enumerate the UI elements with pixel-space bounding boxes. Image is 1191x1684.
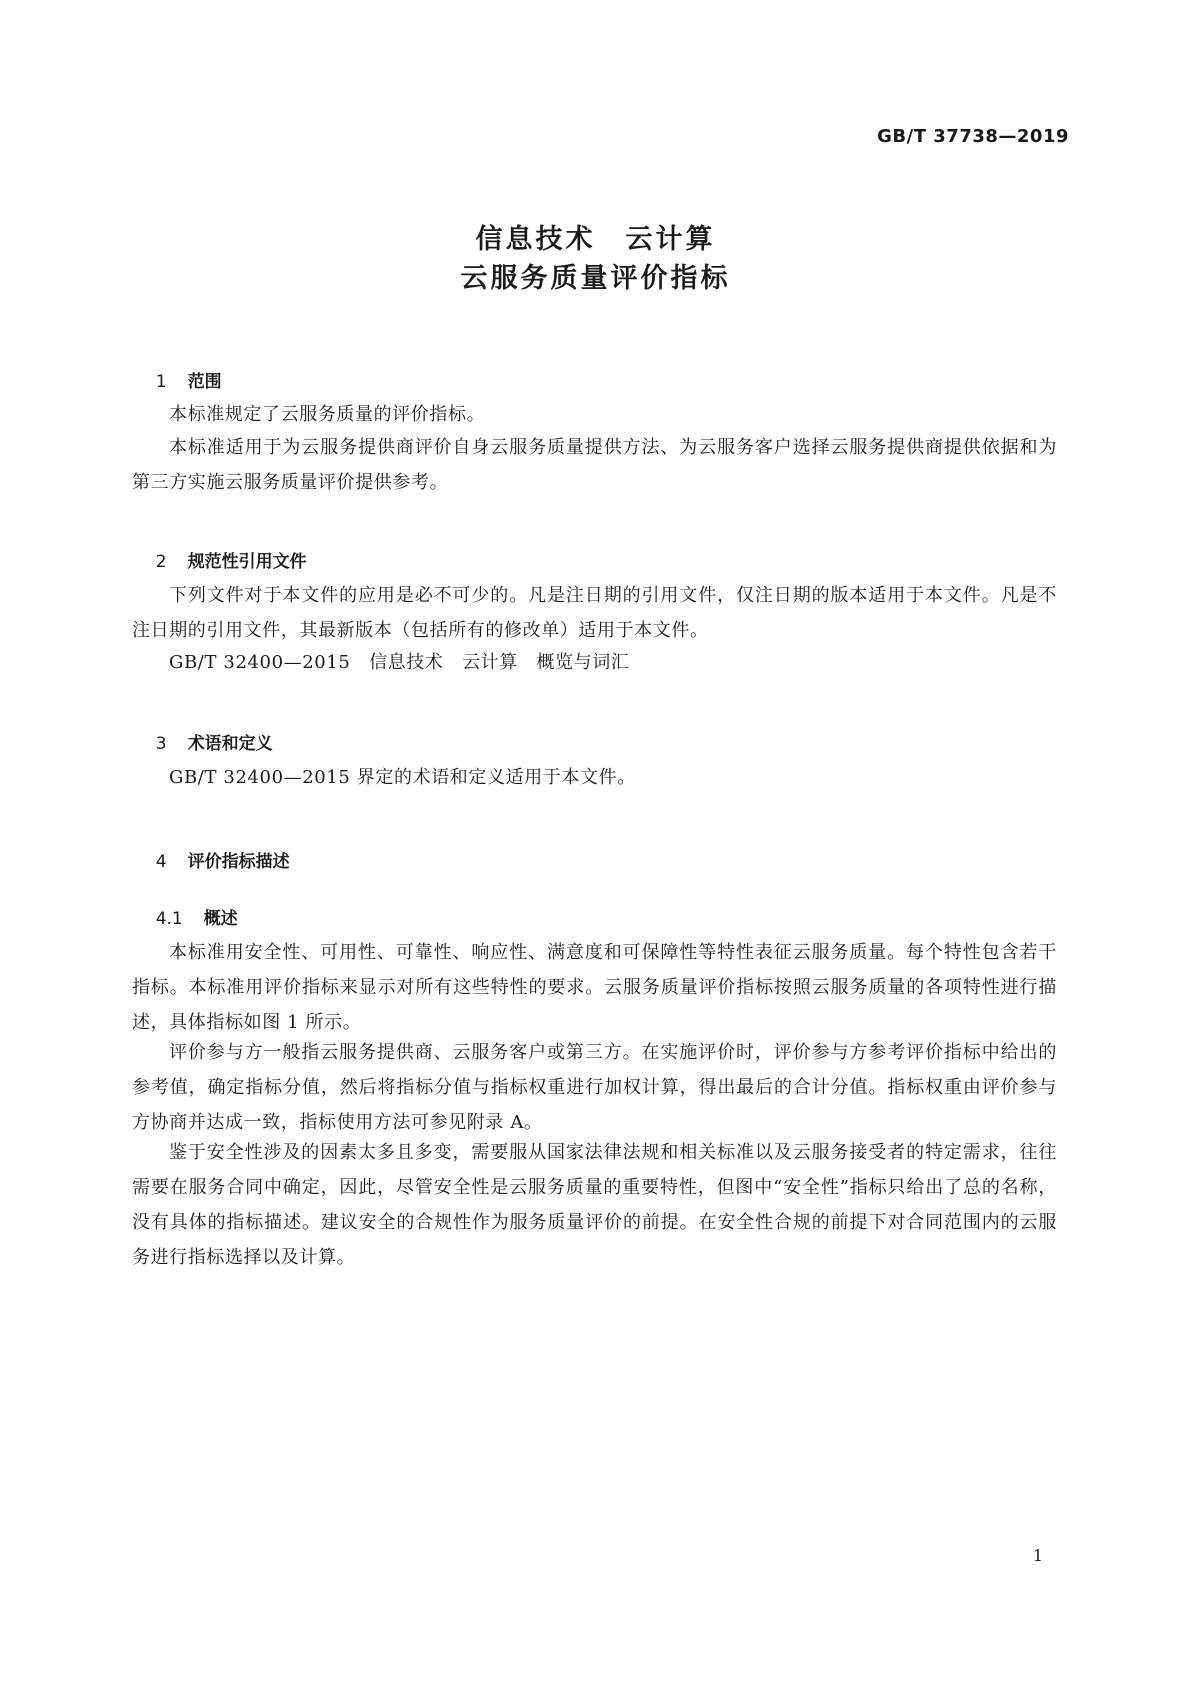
section-4-1-number: 4.1 [155, 909, 183, 929]
page-number: 1 [1032, 1546, 1043, 1565]
section-2-reference-1: GB/T 32400—2015 信息技术 云计算 概览与词汇 [169, 652, 630, 673]
section-1-paragraph-1: 本标准规定了云服务质量的评价指标。 [169, 404, 486, 425]
section-4-heading [132, 827, 290, 892]
section-4-1-title: 概述 [203, 909, 238, 929]
section-1-title: 范围 [187, 372, 222, 392]
document-title-line-1: 信息技术 云计算 [475, 224, 716, 255]
section-4-1-paragraph-1: 本标准用安全性、可用性、可靠性、响应性、满意度和可保障性等特性表征云服务质量。每个特性包含若干指标。本标准用评价指标来显示对所有这些特性的要求。云服务质量评价指标按照云服务质量的各项特性进行描述，具体指标如图 1 所示。 [132, 942, 1057, 1033]
section-3-title: 术语和定义 [187, 734, 273, 754]
section-1-paragraph-2: 本标准适用于为云服务提供商评价自身云服务质量提供方法、为云服务客户选择云服务提供商提供依据和为第三方实施云服务质量评价提供参考。 [132, 437, 1057, 493]
document-title-line-2: 云服务质量评价指标 [460, 263, 731, 294]
section-4-1-paragraph-2: 评价参与方一般指云服务提供商、云服务客户或第三方。在实施评价时，评价参与方参考评价指标中给出的参考值，确定指标分值，然后将指标分值与指标权重进行加权计算，得出最后的合计分值。指标权重由评价参与方协商并达成一致，指标使用方法可参见附录 A。 [132, 1042, 1057, 1133]
section-2-number: 2 [155, 552, 167, 572]
section-2-title: 规范性引用文件 [187, 552, 307, 572]
section-1-number: 1 [155, 372, 167, 392]
section-4-1-paragraph-3: 鉴于安全性涉及的因素太多且多变，需要服从国家法律法规和相关标准以及云服务接受者的特定需求，往往需要在服务合同中确定，因此，尽管安全性是云服务质量的重要特性，但图中“安全性”指标只给出了总的名称，没有具体的指标描述。建议安全的合规性作为服务质量评价的前提。在安全性合规的前提下对合同范围内的云服务进行指标选择以及计算。 [132, 1142, 1057, 1268]
section-4-title: 评价指标描述 [187, 852, 290, 872]
section-3-number: 3 [155, 734, 167, 754]
section-4-number: 4 [155, 852, 167, 872]
section-3-paragraph-1: GB/T 32400—2015 界定的术语和定义适用于本文件。 [169, 767, 636, 788]
standard-code: GB/T 37738—2019 [877, 126, 1069, 147]
section-2-paragraph-1: 下列文件对于本文件的应用是必不可少的。凡是注日期的引用文件，仅注日期的版本适用于本文件。凡是不注日期的引用文件，其最新版本（包括所有的修改单）适用于本文件。 [132, 585, 1057, 641]
